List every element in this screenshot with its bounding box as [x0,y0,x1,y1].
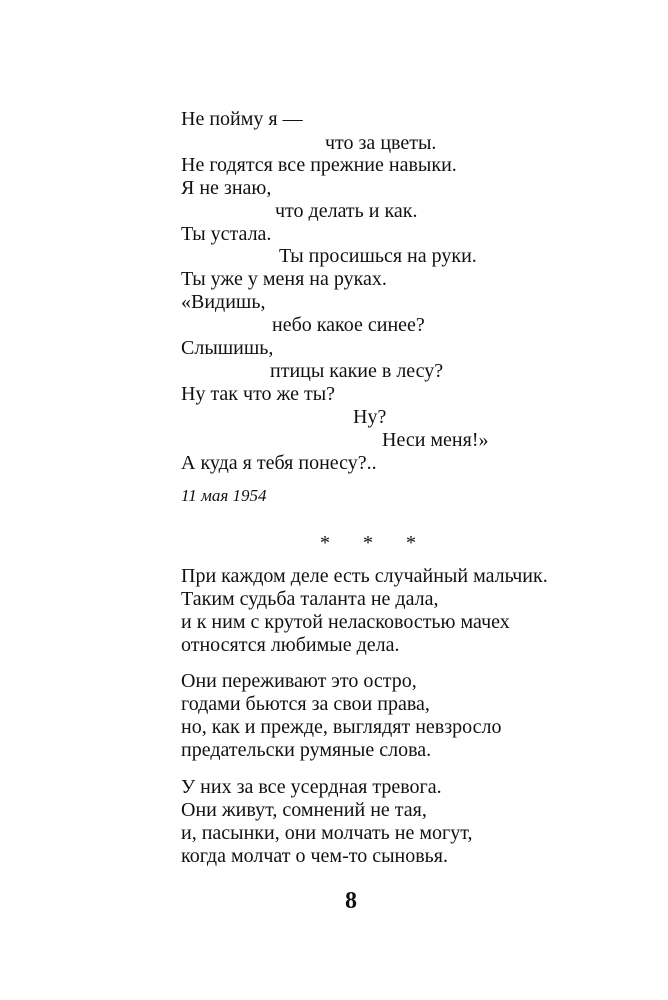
poem2-line: Они переживают это остро, [181,670,417,692]
poem1-line: Ты уже у меня на руках. [181,268,387,290]
poem1-line: Не годятся все прежние навыки. [181,154,457,176]
poem1-line: Слышишь, [181,337,274,359]
poem1-line: птицы какие в лесу? [270,360,444,382]
poem1-line: «Видишь, [181,291,266,313]
poem1-line: Не пойму я — [181,108,303,130]
poem1-line: Ты устала. [181,223,272,245]
poem2-line: относятся любимые дела. [181,634,400,656]
poem1-line: Ну так что же ты? [181,383,336,405]
poem1-line: Ну? [353,406,387,428]
poem1-line: Я не знаю, [181,177,272,199]
poem2-line: и к ним с крутой неласковостью мачех [181,611,510,633]
section-separator: * * * [320,532,430,554]
page-number: 8 [345,888,357,914]
poem1-date: 11 мая 1954 [181,486,267,505]
poem1-line: Ты просишься на руки. [279,245,477,267]
poem2-line: Таким судьба таланта не дала, [181,588,439,610]
poem2-line: предательски румяные слова. [181,739,432,761]
poem2-line: когда молчат о чем-то сыновья. [181,845,449,867]
poem1-line: что делать и как. [275,200,418,222]
poem1-line: что за цветы. [325,132,437,154]
poem2-line: и, пасынки, они молчать не могут, [181,822,473,844]
poem2-line: но, как и прежде, выглядят невзросло [181,716,502,738]
poem2-line: У них за все усердная тревога. [181,776,442,798]
poem1-line: небо какое синее? [272,314,425,336]
poem2-line: годами бьются за свои права, [181,693,430,715]
poem2-line: Они живут, сомнений не тая, [181,799,427,821]
poem1-line: А куда я тебя понесу?.. [181,452,377,474]
poem2-line: При каждом деле есть случайный мальчик. [181,565,548,587]
poem1-line: Неси меня!» [382,429,489,451]
